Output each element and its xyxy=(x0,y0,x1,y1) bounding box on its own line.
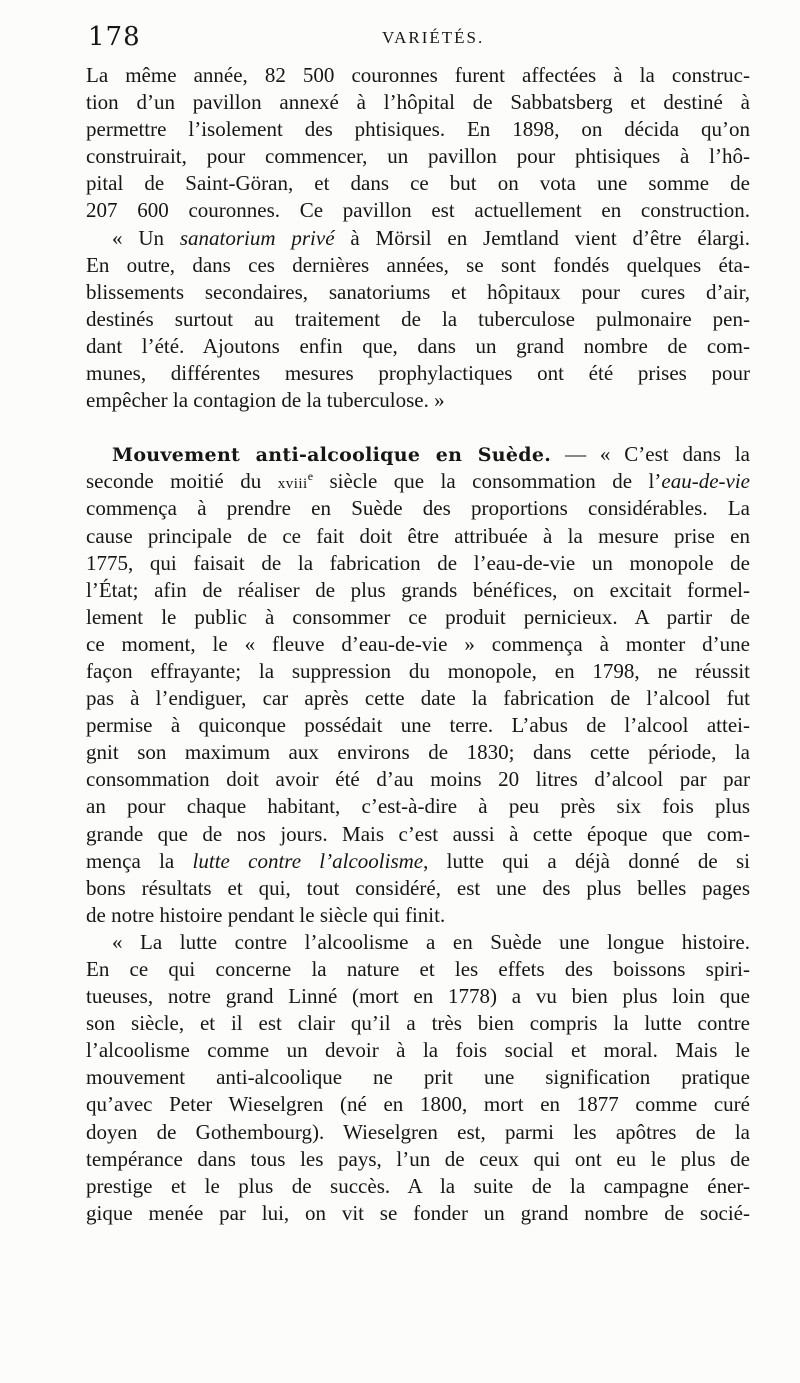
text-run: seconde moitié du xyxy=(86,469,278,494)
text-line: grande que de nos jours. Mais c’est aussi à cette époque que com- xyxy=(86,821,750,846)
text-run: « Un xyxy=(112,225,180,250)
text-line: La même année, 82 500 couronnes furent affectées à la construc- xyxy=(86,63,750,87)
text-line: tempérance dans tous les pays, l’un de ceux qui ont eu le plus de xyxy=(86,1146,750,1171)
paragraph-private-sanatorium xyxy=(86,225,750,415)
text-line: doyen de Gothembourg). Wieselgren est, parmi les apôtres de la xyxy=(86,1119,750,1144)
section-anti-alcohol xyxy=(86,441,750,929)
italic-term: sanatorium privé xyxy=(179,225,335,250)
paragraph-alcohol-history xyxy=(86,929,750,1227)
text-line: En ce qui concerne la nature et les effets des boissons spiri- xyxy=(86,957,750,981)
text-line: munes, différentes mesures prophylactiques ont été prises pour xyxy=(86,361,750,386)
text-line: gnit son maximum aux environs de 1830; dans cette période, la xyxy=(86,740,750,765)
text-line: mouvement anti-alcoolique ne prit une signification pratique xyxy=(86,1065,750,1090)
paragraph-sanatorium-funding xyxy=(86,62,750,225)
text-line xyxy=(86,468,750,495)
text-line: consommation doit avoir été d’au moins 20 litres d’alcool par par xyxy=(86,767,750,792)
italic-term: lutte contre l’alcoolisme xyxy=(192,848,424,873)
text-line: empêcher la contagion de la tuberculose. » xyxy=(86,388,445,413)
running-title: VARIÉTÉS. xyxy=(382,28,485,47)
superscript: e xyxy=(307,469,314,484)
section-heading-line xyxy=(86,441,750,468)
text-line: lement le public à consommer ce produit pernicieux. A partir de xyxy=(86,604,750,629)
text-line: façon effrayante; la suppression du monopole, en 1798, ne réussit xyxy=(86,658,750,683)
text-line: tion d’un pavillon annexé à l’hôpital de Sabbatsberg et destiné à xyxy=(86,90,750,115)
text-line: permettre l’isolement des phtisiques. En 1898, on décida qu’on xyxy=(86,117,750,142)
text-line: construirait, pour commencer, un pavillon pour phtisiques à l’hô- xyxy=(86,144,750,169)
text-line: pas à l’endiguer, car après cette date la fabrication de l’alcool fut xyxy=(86,686,750,711)
text-line: de notre histoire pendant le siècle qui finit. xyxy=(86,902,446,927)
section-heading: Mouvement anti-alcoolique en Suède. xyxy=(112,444,552,467)
text-line: En outre, dans ces dernières années, se sont fondés quelques éta- xyxy=(86,252,750,277)
text-run: — « C’est dans la xyxy=(551,442,750,467)
paragraph-gap xyxy=(86,414,750,441)
text-run: , lutte qui a déjà donné de si xyxy=(423,848,750,873)
text-line: 1775, qui faisait de la fabrication de l’eau-de-vie un monopole de xyxy=(86,550,750,575)
page-header xyxy=(82,22,762,54)
text-line: gique menée par lui, on vit se fonder un grand nombre de socié- xyxy=(86,1200,750,1225)
text-line xyxy=(86,225,750,252)
text-line: blissements secondaires, sanatoriums et hôpitaux pour cures d’air, xyxy=(86,279,750,304)
page-number: 178 xyxy=(88,22,141,52)
text-line: an pour chaque habitant, c’est-à-dire à peu près six fois plus xyxy=(86,794,750,819)
text-run: mença la xyxy=(86,848,193,873)
text-line: dant l’été. Ajoutons enfin que, dans un grand nombre de com- xyxy=(86,333,750,358)
text-line: destinés surtout au traitement de la tuberculose pulmonaire pen- xyxy=(86,306,750,331)
text-line: prestige et le plus de succès. A la suite de la campagne éner- xyxy=(86,1173,750,1198)
text-line: bons résultats et qui, tout considéré, est une des plus belles pages xyxy=(86,875,750,900)
text-line: ce moment, le « fleuve d’eau-de-vie » commença à monter d’une xyxy=(86,631,750,656)
text-line: qu’avec Peter Wieselgren (né en 1800, mort en 1877 comme curé xyxy=(86,1092,750,1117)
text-line: permise à quiconque possédait une terre. L’abus de l’alcool attei- xyxy=(86,713,750,738)
text-line: pital de Saint-Göran, et dans ce but on vota une somme de xyxy=(86,171,750,196)
text-line: l’État; afin de réaliser de plus grands bénéfices, on excitait formel- xyxy=(86,577,750,602)
text-line: l’alcoolisme comme un devoir à la fois social et moral. Mais le xyxy=(86,1038,750,1063)
text-line: son siècle, et il est clair qu’il a très bien compris la lutte contre xyxy=(86,1011,750,1036)
text-run: à Mörsil en Jemtland vient d’être élargi. xyxy=(334,225,751,250)
text-line: cause principale de ce fait doit être attribuée à la mesure prise en xyxy=(86,523,750,548)
text-line: commença à prendre en Suède des proportions considérables. La xyxy=(86,496,750,521)
text-line: « La lutte contre l’alcoolisme a en Suède une longue histoire. xyxy=(112,929,750,954)
body-text xyxy=(86,62,750,1227)
italic-term: eau-de-vie xyxy=(661,469,750,494)
text-run: siècle que la consommation de l’ xyxy=(313,469,662,494)
text-line: tueuses, notre grand Linné (mort en 1778) a vu bien plus loin que xyxy=(86,984,750,1009)
text-line: 207 600 couronnes. Ce pavillon est actuellement en construction. xyxy=(86,198,750,223)
century-numeral: xviii xyxy=(277,476,308,493)
text-line xyxy=(86,848,750,875)
